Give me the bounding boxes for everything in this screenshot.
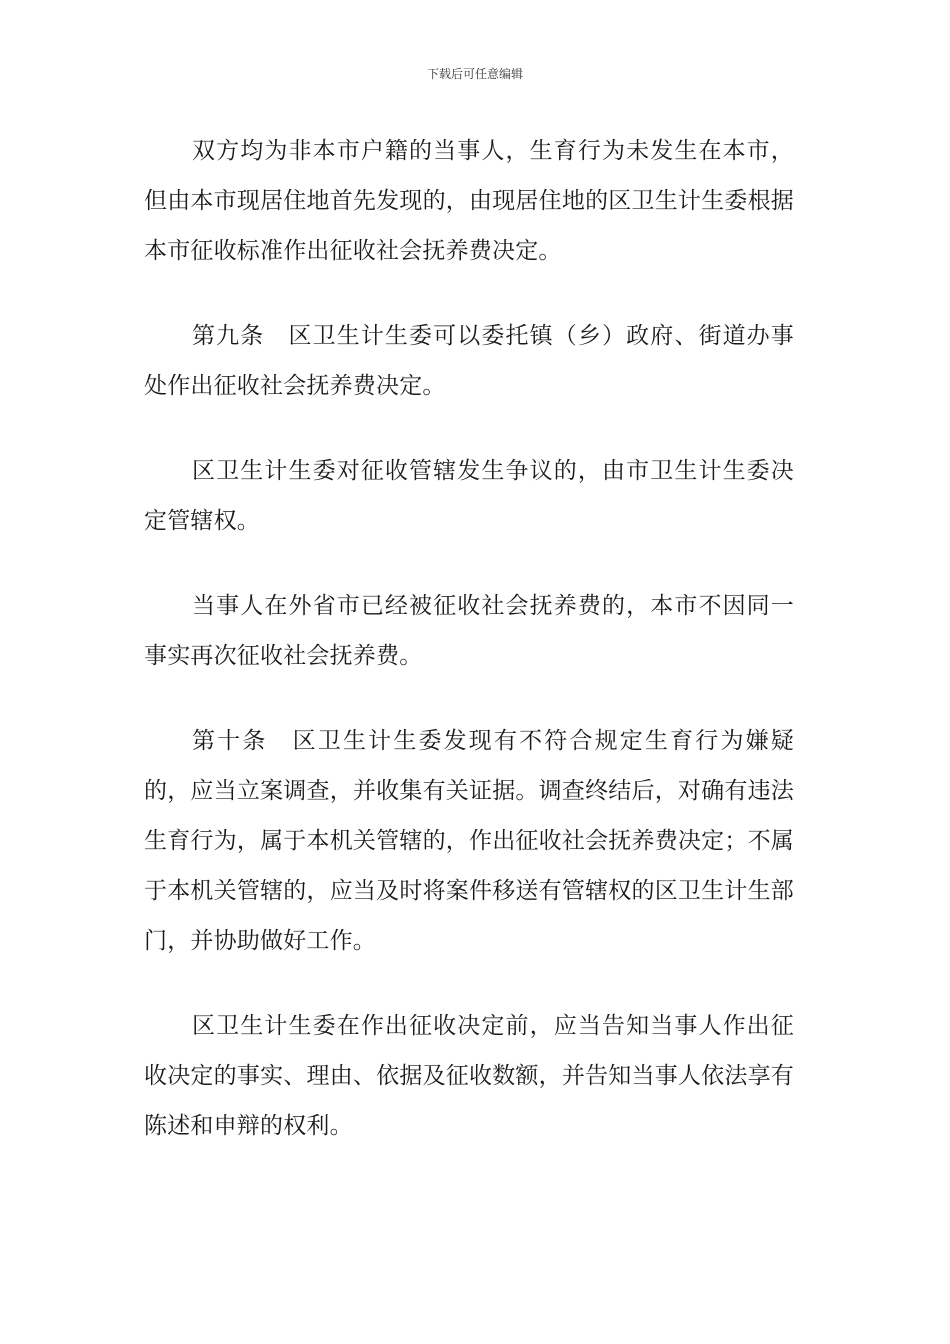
document-body xyxy=(144,126,794,1186)
paragraph-3: 区卫生计生委对征收管辖发生争议的，由市卫生计生委决定管辖权。 xyxy=(144,458,794,534)
paragraph-article-10: 第十条 区卫生计生委发现有不符合规定生育行为嫌疑的，应当立案调查，并收集有关证据。调查终结后，对确有违法生育行为，属于本机关管辖的，作出征收社会抚养费决定；不属于本机关管辖的，应当及时将案件移送有管辖权的区卫生计生部门，并协助做好工作。 xyxy=(144,728,794,954)
paragraph-6: 区卫生计生委在作出征收决定前，应当告知当事人作出征收决定的事实、理由、依据及征收数额，并告知当事人依法享有陈述和申辩的权利。 xyxy=(144,1013,794,1139)
paragraph-1: 双方均为非本市户籍的当事人，生育行为未发生在本市，但由本市现居住地首先发现的，由现居住地的区卫生计生委根据本市征收标准作出征收社会抚养费决定。 xyxy=(144,138,794,264)
paragraph-4: 当事人在外省市已经被征收社会抚养费的，本市不因同一事实再次征收社会抚养费。 xyxy=(144,593,794,669)
page-header-note: 下载后可任意编辑 xyxy=(426,67,523,81)
paragraph-article-9: 第九条 区卫生计生委可以委托镇（乡）政府、街道办事处作出征收社会抚养费决定。 xyxy=(144,323,794,399)
